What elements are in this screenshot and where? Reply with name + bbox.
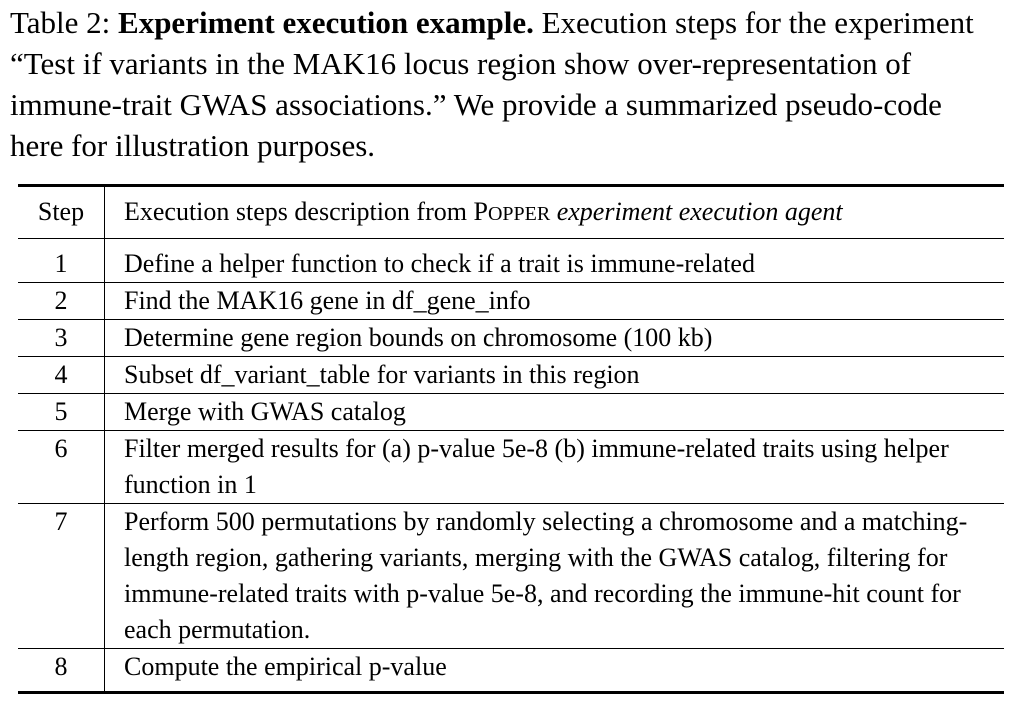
table-spacer-row [18,685,1004,691]
step-description: Compute the empirical p-value [124,652,447,681]
header-desc-pre: Execution steps description from [124,197,467,226]
table-spacer-row [18,239,1004,246]
header-desc-smallcaps-rest: OPPER [487,203,551,225]
table-bottom-rule [18,691,1004,694]
caption-label: Table 2: [10,5,111,40]
spacer-desc-cell [105,685,1004,691]
spacer-step-cell [18,239,105,246]
step-description: Find the MAK16 gene in df_gene_info [124,286,531,315]
step-description: Filter merged results for (a) p-value 5e-8 (b) immune-related traits using helper function in 1 [124,434,949,499]
header-desc-italic: experiment execution agent [556,197,843,226]
step-description: Subset df_variant_table for variants in this region [124,360,640,389]
step-number: 4 [18,357,105,393]
table-row [18,649,1004,685]
step-number: 8 [18,649,105,685]
table-header-row [18,187,1004,238]
header-description [105,187,1004,238]
table-row [18,504,1004,648]
step-description: Perform 500 permutations by randomly selecting a chromosome and a matching-length region, gathering variants, merging with the GWAS catalog, filtering for immune-related traits with p-value 5e-8, and recording the immune-hit count for each permutation. [124,507,968,644]
spacer-step-cell [18,685,105,691]
execution-steps-table [18,184,1004,694]
step-number: 2 [18,283,105,319]
table-row [18,283,1004,319]
caption-text: Execution steps for the experiment “Test if variants in the MAK16 locus region show over-representation of immune-trait GWAS associations.” We provide a summarized pseudo-code here for illustration purposes. [10,5,974,163]
step-number: 6 [18,431,105,503]
table-row [18,320,1004,356]
table-row [18,431,1004,503]
header-desc-smallcaps-first: P [473,197,488,226]
table-row [18,357,1004,393]
caption-title: Experiment execution example. [118,5,534,40]
table-row [18,246,1004,282]
step-number: 3 [18,320,105,356]
spacer-desc-cell [105,239,1004,246]
header-step: Step [18,187,105,238]
table-caption [10,2,1000,166]
step-number: 7 [18,504,105,648]
step-number: 5 [18,394,105,430]
step-description: Merge with GWAS catalog [124,397,406,426]
table-row [18,394,1004,430]
step-description: Determine gene region bounds on chromosome (100 kb) [124,323,713,352]
step-number: 1 [18,246,105,282]
step-description: Define a helper function to check if a trait is immune-related [124,249,755,278]
